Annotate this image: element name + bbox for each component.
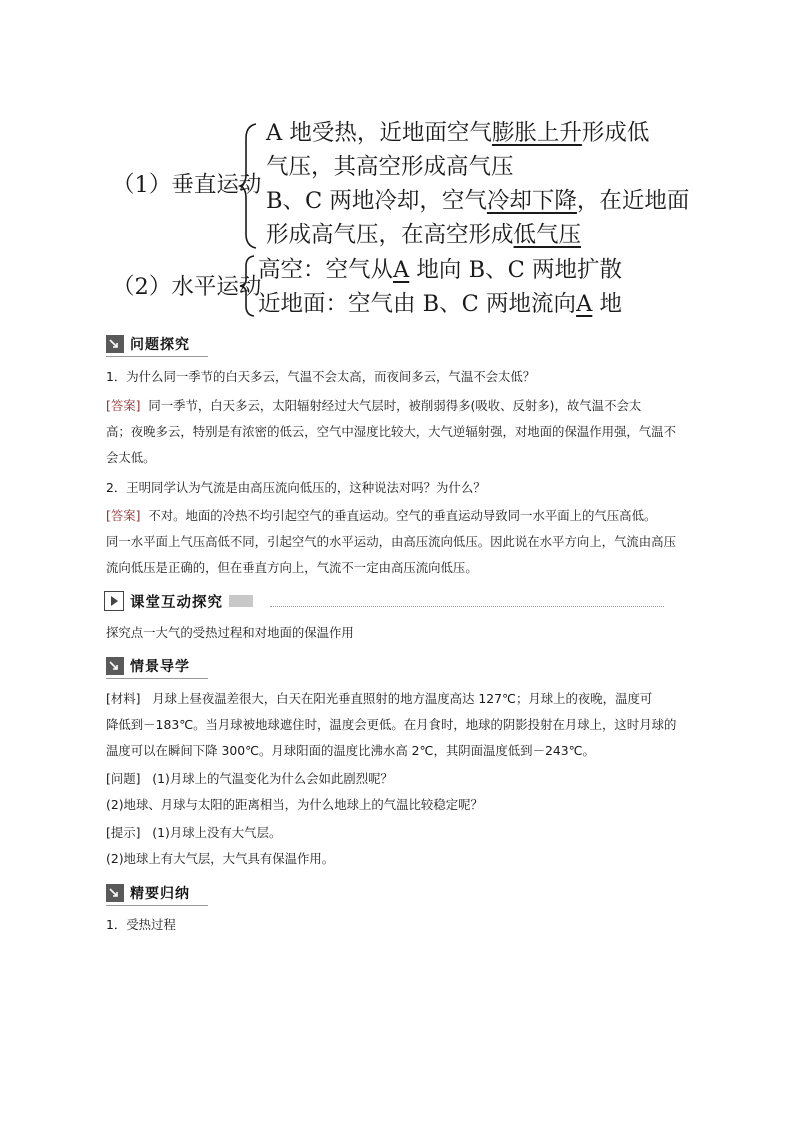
- arrow-icon: [106, 884, 124, 902]
- exploration-point: 探究点一大气的受热过程和对地面的保温作用: [106, 625, 354, 640]
- answer-tag: [答案]: [106, 508, 141, 523]
- banner-title: 课堂互动探究: [130, 594, 223, 611]
- vertical-line-1: A 地受热，近地面空气膨胀上升形成低: [266, 120, 650, 146]
- play-icon: [104, 591, 124, 611]
- horizontal-motion-label: （2）水平运动: [112, 274, 262, 300]
- horizontal-brace: [238, 254, 258, 318]
- section-qingjing: [106, 655, 190, 677]
- section-title: 精要归纳: [130, 886, 190, 902]
- material-line-3: 温度可以在瞬间下降 300℃。月球阳面的温度比沸水高 2℃，其阴面温度低到－243℃。: [106, 743, 595, 758]
- question-2-line: (2)地球、月球与太阳的距离相当，为什么地球上的气温比较稳定呢？: [106, 797, 483, 812]
- answer-tag: [答案]: [106, 398, 141, 413]
- banner-dotted-rule: [270, 606, 664, 607]
- vertical-line-4: 形成高气压，在高空形成低气压: [266, 222, 582, 248]
- hint-2-line: (2)地球上有大气层，大气具有保温作用。: [106, 851, 335, 866]
- answer-2-line-2: 同一水平面上气压高低不同，引起空气的水平运动，由高压流向低压。因此说在水平方向上，气流由高压: [106, 534, 676, 549]
- arrow-icon: [106, 335, 124, 353]
- answer-2: [答案] 不对。地面的冷热不均引起空气的垂直运动。空气的垂直运动导致同一水平面上的气压高低。: [106, 508, 657, 523]
- horizontal-line-1: 高空：空气从A 地向 B、C 两地扩散: [258, 257, 622, 283]
- question-1: 1．为什么同一季节的白天多云，气温不会太高，而夜间多云，气温不会太低？: [106, 369, 536, 384]
- vertical-line-3: B、C 两地冷却，空气冷却下降，在近地面: [266, 188, 690, 214]
- banner-bar: [229, 595, 253, 607]
- hint-block: [提示] (1)月球上没有大气层。: [106, 825, 282, 840]
- question-block: [问题] (1)月球上的气温变化为什么会如此剧烈呢？: [106, 771, 393, 786]
- section-wenti: [106, 333, 190, 355]
- vertical-motion-label: （1）垂直运动: [112, 172, 262, 198]
- section-title: 情景导学: [130, 659, 190, 675]
- section-title: 问题探究: [130, 337, 190, 353]
- classroom-banner: [104, 590, 253, 612]
- vertical-brace: [238, 122, 260, 250]
- answer-2-line-3: 流向低压是正确的，但在垂直方向上，气流不一定由高压流向低压。: [106, 560, 478, 575]
- answer-1-line-2: 高；夜晚多云，特别是有浓密的低云，空气中湿度比较大，大气逆辐射强，对地面的保温作用强，气温不: [106, 424, 676, 439]
- section-jingyao: [106, 882, 190, 904]
- material-tag: [材料]: [106, 691, 141, 706]
- summary-item-1: 1．受热过程: [106, 917, 176, 932]
- hint-tag: [提示]: [106, 825, 141, 840]
- material: [材料] 月球上昼夜温差很大，白天在阳光垂直照射的地方温度高达 127℃；月球上的夜晚，温度可: [106, 691, 653, 706]
- answer-1-line-3: 会太低。: [106, 450, 156, 465]
- question-2: 2．王明同学认为气流是由高压流向低压的，这种说法对吗？为什么？: [106, 480, 486, 495]
- material-line-2: 降低到－183℃。当月球被地球遮住时，温度会更低。在月食时，地球的阴影投射在月球上，这时月球的: [106, 717, 677, 732]
- horizontal-line-2: 近地面：空气由 B、C 两地流向A 地: [258, 291, 622, 317]
- vertical-line-2: 气压，其高空形成高气压: [266, 154, 514, 180]
- answer-1: [答案] 同一季节，白天多云，太阳辐射经过大气层时，被削弱得多(吸收、反射多)，故气温不会太: [106, 398, 642, 413]
- arrow-icon: [106, 657, 124, 675]
- question-tag: [问题]: [106, 771, 141, 786]
